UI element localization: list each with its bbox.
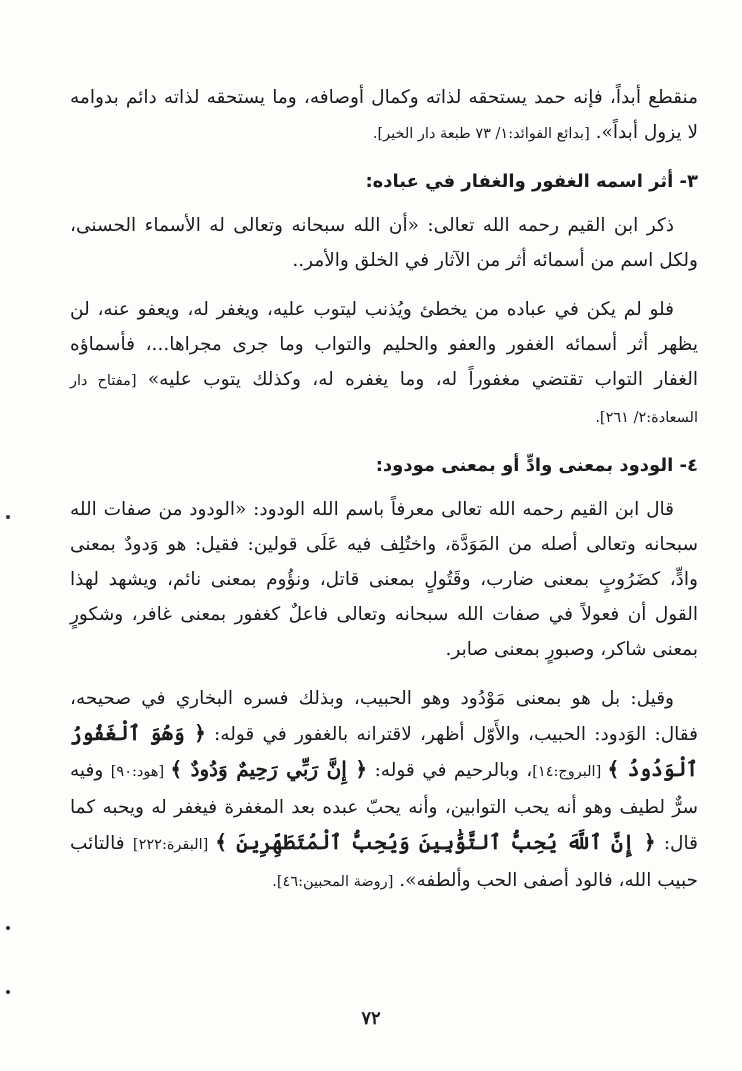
paragraph-2: ذكر ابن القيم رحمه الله تعالى: «أن الله سبحانه وتعالى له الأسماء الحسنى، ولكل اسم من أسمائه أثر من الآثار في الخلق والأمر.. bbox=[70, 215, 698, 271]
page-content bbox=[70, 80, 698, 914]
section-heading-4: ٤- الودود بمعنى وادٍّ أو بمعنى مودود: bbox=[375, 455, 698, 476]
citation-buruj: [البروج:١٤] bbox=[532, 764, 608, 780]
quran-verse-buruj: ﴿ وَهُوَ ٱلْغَفُورُ ٱلْوَدُودُ ﴾ bbox=[70, 721, 699, 781]
paragraph-1-text: منقطع أبداً، فإنه حمد يستحقه لذاته وكمال أوصافه، وما يستحقه لذاته دائم بدوامه لا يزول أبداً». bbox=[70, 87, 698, 143]
citation-rawdat-al-muhibbin: [روضة المحبين:٤٦]. bbox=[272, 874, 394, 890]
paragraph-4: قال ابن القيم رحمه الله تعالى معرفاً باسم الله الودود: «الودود من صفات الله سبحانه وتعالى أصله من المَوَدَّة، واختُلِف فيه عَلَى قولين: فقيل: هو وَدودٌ بمعنى وادٍّ، كضَرُوبٍ بمعنى ضارب، وقَتُولٍ بمعنى قاتل، ونؤُوم بمعنى نائم، ويشهد لهذا القول أن فعولاً في صفات الله سبحانه وتعالى فاعلٌ كغفور بمعنى غافر، وشكورٍ بمعنى شاكر، وصبورٍ بمعنى صابر. bbox=[70, 499, 698, 660]
margin-mark bbox=[6, 926, 10, 930]
paragraph-1 bbox=[70, 80, 698, 152]
paragraph-3 bbox=[70, 292, 698, 436]
paragraph-5 bbox=[70, 681, 698, 900]
paragraph-3-text: فلو لم يكن في عباده من يخطئ ويُذنب ليتوب عليه، ويغفر له، ويعفو عنه، لن يظهر أثر أسمائه الغفور والعفو والحليم والتواب وما جرى مجراها...، فأسماؤه الغفار التواب تقتضي مغفوراً له، وما يغفره له، وكذلك يتوب عليه» bbox=[70, 299, 698, 390]
paragraph-5-text-d: فالتائب حبيب الله، فالود أصفى الحب وألطفه». bbox=[70, 833, 698, 891]
citation-hud: [هود:٩٠] bbox=[110, 764, 171, 780]
citation-bada-i-al-fawaid: [بدائع الفوائد:١/ ٧٣ طبعة دار الخير]. bbox=[372, 126, 590, 142]
margin-mark bbox=[6, 990, 10, 994]
paragraph-5-text-a: وقيل: بل هو بمعنى مَوْدُود وهو الحبيب، وبذلك فسره البخاري في صحيحه، فقال: الوَدود: الحبيب، والأَوّل أظهر، لاقترانه بالغفور في قوله: bbox=[70, 688, 698, 745]
citation-miftah-dar-al-saada: [مفتاح دار السعادة:٢/ ٢٦١]. bbox=[70, 373, 698, 426]
quran-verse-baqara: ﴿ إِنَّ ٱللَّهَ يُحِبُّ ٱلتَّوَّٰبِينَ وَيُحِبُّ ٱلْمُتَطَهِّرِينَ ﴾ bbox=[215, 830, 656, 854]
citation-baqara: [البقرة:٢٢٢] bbox=[132, 837, 216, 853]
quran-verse-hud: ﴿ إِنَّ رَبِّي رَحِيمٌ وَدُودٌ ﴾ bbox=[170, 757, 368, 781]
paragraph-5-text-b: ، وبالرحيم في قوله: bbox=[367, 760, 533, 781]
section-heading-3: ٣- أثر اسمه الغفور والغفار في عباده: bbox=[365, 171, 698, 192]
margin-mark bbox=[6, 515, 10, 519]
page-number: ٧٢ bbox=[361, 1008, 381, 1029]
paragraph-5-text-c: وفيه سرٌّ لطيف وهو أنه يحب التوابين، وأنه يحبّ عبده بعد المغفرة فيغفر له ويحبه كما قال: bbox=[70, 760, 698, 854]
